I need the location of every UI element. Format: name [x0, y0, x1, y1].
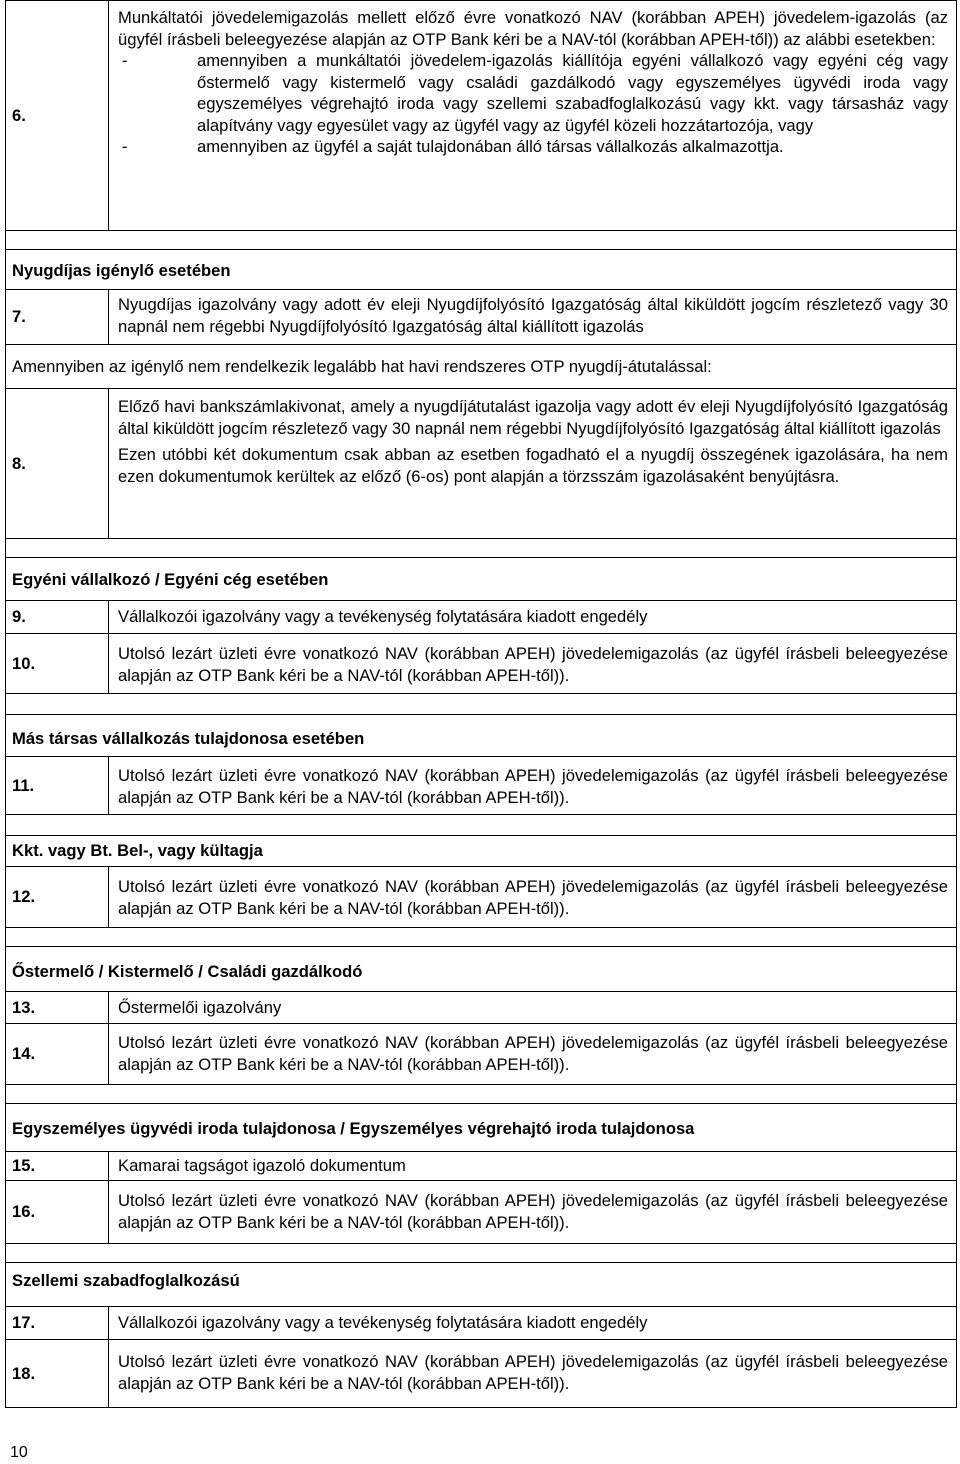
- law-office-heading-block: [5, 1103, 957, 1151]
- item-6-bullet-1: [118, 50, 948, 136]
- bullet-dash: -: [122, 51, 128, 70]
- item-18-text: Utolsó lezárt üzleti évre vonatkozó NAV (korábban APEH) jövedelemigazolás (az ügyfél írásbeli beleegyezése alapján az OTP Bank kéri be a NAV-tól (korábban APEH-től)).: [118, 1352, 948, 1393]
- item-11-text: Utolsó lezárt üzleti évre vonatkozó NAV (korábban APEH) jövedelemigazolás (az ügyfél írásbeli beleegyezése alapján az OTP Bank kéri be a NAV-tól (korábban APEH-től)).: [118, 766, 948, 807]
- item-13-row: [5, 991, 957, 1024]
- item-10-row: [5, 634, 957, 694]
- item-12-text: Utolsó lezárt üzleti évre vonatkozó NAV (korábban APEH) jövedelemigazolás (az ügyfél írásbeli beleegyezése alapján az OTP Bank kéri be a NAV-tól (korábban APEH-től)).: [118, 877, 948, 918]
- item-15-row: [5, 1151, 957, 1181]
- partnership-heading-block: [5, 714, 957, 756]
- item-16-row: [5, 1181, 957, 1244]
- sole-trader-heading-block: [5, 557, 957, 600]
- item-14-number: 14.: [6, 1024, 109, 1084]
- item-9-number: 9.: [6, 601, 109, 633]
- pension-condition-block: [5, 345, 957, 388]
- item-12-number: 12.: [6, 867, 109, 927]
- item-8-row: [5, 388, 957, 539]
- item-8-number: 8.: [6, 389, 109, 538]
- item-14-text: Utolsó lezárt üzleti évre vonatkozó NAV (korábban APEH) jövedelemigazolás (az ügyfél írásbeli beleegyezése alapján az OTP Bank kéri be a NAV-tól (korábban APEH-től)).: [118, 1033, 948, 1074]
- item-7-text: Nyugdíjas igazolvány vagy adott év eleji Nyugdíjfolyósító Igazgatóság által kiküldött jogcím részletező vagy 30 napnál nem régebbi Nyugdíjfolyósító Igazgatóság által kiállított igazolás: [118, 295, 948, 336]
- item-15-number: 15.: [6, 1152, 109, 1180]
- item-16-text: Utolsó lezárt üzleti évre vonatkozó NAV (korábban APEH) jövedelemigazolás (az ügyfél írásbeli beleegyezése alapján az OTP Bank kéri be a NAV-tól (korábban APEH-től)).: [118, 1191, 948, 1232]
- item-12-row: [5, 866, 957, 928]
- bullet-text: amennyiben a munkáltatói jövedelem-igazolás kiállítója egyéni vállalkozó vagy egyéni cég vagy őstermelő vagy kistermelő vagy családi gazdálkodó vagy egyszemélyes ügyvédi iroda vagy egyszemélyes végrehajtó iroda vagy szellemi szabadfoglalkozású vagy kkt. vagy társasház vagy alapítvány vagy egyesület vagy az ügyfél vagy az ügyfél közeli hozzátartozója, vagy: [197, 51, 948, 135]
- item-10-number: 10.: [6, 634, 109, 693]
- item-18-number: 18.: [6, 1340, 109, 1407]
- item-14-row: [5, 1024, 957, 1085]
- farmer-heading-block: [5, 946, 957, 991]
- item-6-bullet-2: [118, 136, 948, 158]
- item-9-text: Vállalkozói igazolvány vagy a tevékenység folytatására kiadott engedély: [118, 607, 648, 627]
- item-13-number: 13.: [6, 992, 109, 1023]
- item-6-row: [5, 0, 957, 231]
- pension-heading-block: [5, 249, 957, 289]
- item-9-row: [5, 600, 957, 634]
- item-8-text-2: Ezen utóbbi két dokumentum csak abban az esetben fogadható el a nyugdíj összegének igazolására, ha nem ezen dokumentumok kerültek az előző (6-os) pont alapján a törzsszám igazolásaként benyújtásra.: [118, 445, 948, 486]
- item-10-text: Utolsó lezárt üzleti évre vonatkozó NAV (korábban APEH) jövedelemigazolás (az ügyfél írásbeli beleegyezése alapján az OTP Bank kéri be a NAV-tól (korábban APEH-től)).: [118, 644, 948, 685]
- partnership-heading: Más társas vállalkozás tulajdonosa esetében: [12, 729, 365, 748]
- item-6-content: [109, 1, 956, 230]
- item-17-row: [5, 1306, 957, 1340]
- law-office-heading: Egyszemélyes ügyvédi iroda tulajdonosa / Egyszemélyes végrehajtó iroda tulajdonosa: [12, 1119, 695, 1138]
- item-17-text: Vállalkozói igazolvány vagy a tevékenység folytatására kiadott engedély: [118, 1313, 648, 1333]
- bullet-dash: -: [122, 137, 128, 156]
- kkt-bt-heading: Kkt. vagy Bt. Bel-, vagy kültagja: [12, 841, 263, 860]
- item-13-text: Őstermelői igazolvány: [118, 997, 282, 1017]
- freelance-heading: Szellemi szabadfoglalkozású: [12, 1271, 240, 1290]
- item-7-row: [5, 289, 957, 345]
- farmer-heading: Őstermelő / Kistermelő / Családi gazdálkodó: [12, 962, 363, 981]
- item-6-intro: Munkáltatói jövedelemigazolás mellett előző évre vonatkozó NAV (korábban APEH) jövedelem-igazolás (az ügyfél írásbeli beleegyezése alapján az OTP Bank kéri be a NAV-tól (korábban APEH-től)) az alábbi esetekben:: [118, 8, 948, 49]
- sole-trader-heading: Egyéni vállalkozó / Egyéni cég esetében: [12, 570, 329, 589]
- item-8-text-1: Előző havi bankszámlakivonat, amely a nyugdíjátutalást igazolja vagy adott év eleji Nyugdíjfolyósító Igazgatóság által kiküldött jogcím részletező vagy 30 napnál nem régebbi Nyugdíjfolyósító Igazgatóság által kiállított igazolás: [118, 397, 948, 438]
- pension-heading: Nyugdíjas igénylő esetében: [12, 261, 231, 280]
- item-11-row: [5, 756, 957, 815]
- item-18-row: [5, 1340, 957, 1408]
- item-11-number: 11.: [6, 757, 109, 814]
- page-number: 10: [10, 1444, 28, 1461]
- freelance-heading-block: [5, 1262, 957, 1306]
- item-16-number: 16.: [6, 1181, 109, 1243]
- item-7-number: 7.: [6, 290, 109, 344]
- bullet-text: amennyiben az ügyfél a saját tulajdonában álló társas vállalkozás alkalmazottja.: [197, 137, 784, 156]
- item-17-number: 17.: [6, 1307, 109, 1339]
- item-15-text: Kamarai tagságot igazoló dokumentum: [118, 1156, 406, 1176]
- item-8-content: [109, 389, 956, 538]
- kkt-bt-heading-block: [5, 835, 957, 866]
- item-6-number: 6.: [6, 1, 109, 230]
- pension-condition: Amennyiben az igénylő nem rendelkezik legalább hat havi rendszeres OTP nyugdíj-átutalással:: [12, 357, 712, 376]
